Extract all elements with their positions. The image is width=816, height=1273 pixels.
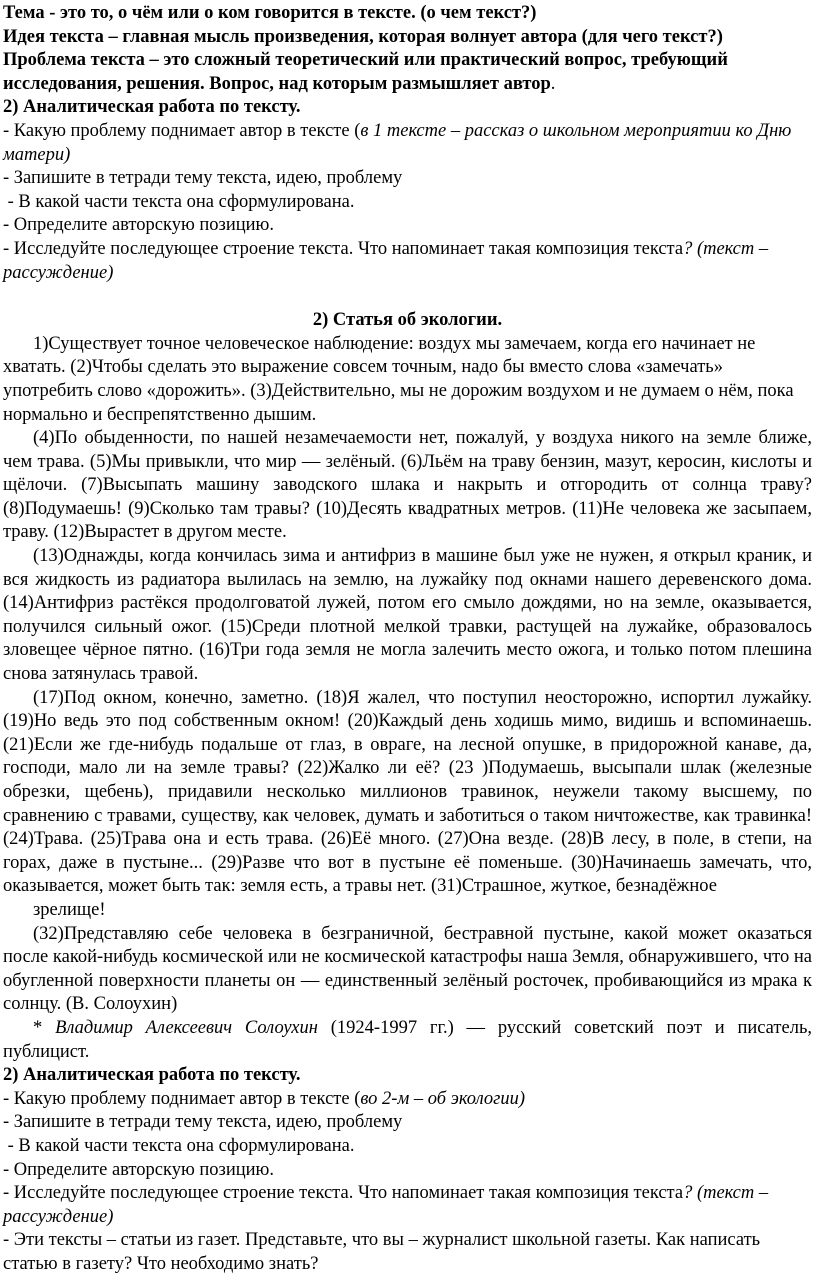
- definition-problem: [3, 49, 812, 96]
- author-note: [3, 1017, 812, 1064]
- task2-question-5: [3, 1182, 812, 1229]
- task1-question-2: - Запишите в тетради тему текста, идею, проблему: [3, 168, 403, 189]
- definition-theme: Тема - это то, о чём или о ком говорится в тексте. (о чем текст?): [3, 3, 537, 23]
- author-note-name: Владимир Алексеевич Солоухин: [55, 1017, 318, 1038]
- article-paragraph-5: (32)Представляю себе человека в безграничной, бестравной пустыне, какой может оказаться после какой-нибудь космической или не космической катастрофы наша Земля, обнаружившего, что на обугленной поверхности планеты он — единственный зелёный росточек, пробивающийся из мрака к солнцу. (В. Солоухин): [3, 923, 812, 1015]
- task1-question-1-note: в 1 тексте – рассказ о школьном мероприятии ко Дню матери): [3, 120, 792, 165]
- definition-idea: Идея текста – главная мысль произведения, которая волнует автора (для чего текст?): [3, 26, 723, 47]
- article-title: 2) Статья об экологии.: [312, 310, 503, 331]
- task1-question-5-text: - Исследуйте последующее строение текста. Что напоминает такая композиция текста: [3, 238, 684, 259]
- definition-problem-end: .: [550, 73, 556, 94]
- article-paragraph-4: (17)Под окном, конечно, заметно. (18)Я жалел, что поступил неосторожно, испортил лужайку. (19)Но ведь это под собственным окном! (20)Каждый день ходишь мимо, видишь и вспоминаешь. (21)Если же где-нибудь подальше от глаз, в овраге, на лесной опушке, в придорожной канаве, да, господи, мало ли на земле травы? (22)Жалко ли её? (23 )Подумаешь, высыпали шлак (железные обрезки, щебень), придавили несколько миллионов травинок, неужели такому высшему, по сравнению с травами, существу, как человек, думать и заботиться о таком ничтожестве, как травинка! (24)Трава. (25)Трава она и есть трава. (26)Её много. (27)Она везде. (28)В лесу, в поле, в степи, на горах, даже в пустыне... (29)Разве что вот в пустыне её поменьше. (30)Начинаешь замечать, что, оказывается, может быть так: земля есть, а травы нет. (31)Страшное, жуткое, безнадёжное: [3, 687, 812, 897]
- task1-heading: 2) Аналитическая работа по тексту.: [3, 97, 301, 118]
- article-paragraph-4-tail: зрелище!: [33, 899, 106, 920]
- article-paragraph-3: (13)Однажды, когда кончилась зима и антифриз в машине был уже не нужен, я открыл краник, и вся жидкость из радиатора вылилась на землю, на лужайку под окнами нашего деревенского дома. (14)Антифриз растёкся продолговатой лужей, потом его смыло дождями, но на земле, оказывается, получился сильный ожог. (15)Среди плотной мелкой травки, растущей на лужайке, образовалось зловещее чёрное пятно. (16)Три года земля не могла залечить место ожога, и только потом плешина снова затянулась травой.: [3, 546, 812, 685]
- task1-question-1: [3, 120, 812, 167]
- task2-question-6: - Эти тексты – статьи из газет. Представьте, что вы – журналист школьной газеты. Как написать статью в газету? Что необходимо знать?: [3, 1230, 761, 1273]
- task2-question-1-text: - Какую проблему поднимает автор в тексте (: [3, 1088, 361, 1109]
- definition-problem-text: Проблема текста – это сложный теоретический или практический вопрос, требующий исследования, решения. Вопрос, над которым размышляет автор: [3, 50, 728, 94]
- task2-question-2: - Запишите в тетради тему текста, идею, проблему: [3, 1112, 403, 1133]
- task1-question-5-note: ? (текст – рассуждение): [3, 238, 769, 283]
- task2-question-4: - Определите авторскую позицию.: [3, 1159, 275, 1180]
- article-paragraph-1: 1)Существует точное человеческое наблюдение: воздух мы замечаем, когда его начинает не хватать. (2)Чтобы сделать это выражение совсем точным, надо бы вместо слова «замечать» употребить слово «дорожить». (3)Действительно, мы не дорожим воздухом и не думаем о нём, пока нормально и беспрепятственно дышим.: [3, 333, 794, 425]
- author-note-star: *: [33, 1017, 56, 1038]
- task1-question-4: - Определите авторскую позицию.: [3, 215, 275, 236]
- task1-question-5: [3, 238, 812, 285]
- task2-question-1: [3, 1088, 812, 1112]
- task2-question-5-note: ? (текст – рассуждение): [3, 1183, 769, 1227]
- task1-question-1-text: - Какую проблему поднимает автор в тексте (: [3, 120, 361, 141]
- task2-question-3: - В какой части текста она сформулирована.: [3, 1135, 355, 1156]
- task2-question-5-text: - Исследуйте последующее строение текста. Что напоминает такая композиция текста: [3, 1183, 684, 1204]
- task2-heading: 2) Аналитическая работа по тексту.: [3, 1065, 301, 1086]
- article-paragraph-2: (4)По обыденности, по нашей незамечаемости нет, пожалуй, у воздуха никого на земле ближе, чем трава. (5)Мы привыкли, что мир — зелёный. (6)Льём на траву бензин, мазут, керосин, кислоты и щёлочи. (7)Высыпать машину заводского шлака и накрыть и отгородить от солнца траву? (8)Подумаешь! (9)Сколько там травы? (10)Десять квадратных метров. (11)Не человека же засыпаем, траву. (12)Вырастет в другом месте.: [3, 428, 812, 543]
- spacer: [3, 285, 812, 309]
- task2-question-1-note: во 2-м – об экологии): [360, 1088, 526, 1109]
- author-note-text: (1924-1997 гг.) — русский советский поэт и писатель, публицист.: [3, 1017, 813, 1062]
- task1-question-3: - В какой части текста она сформулирована.: [3, 191, 355, 212]
